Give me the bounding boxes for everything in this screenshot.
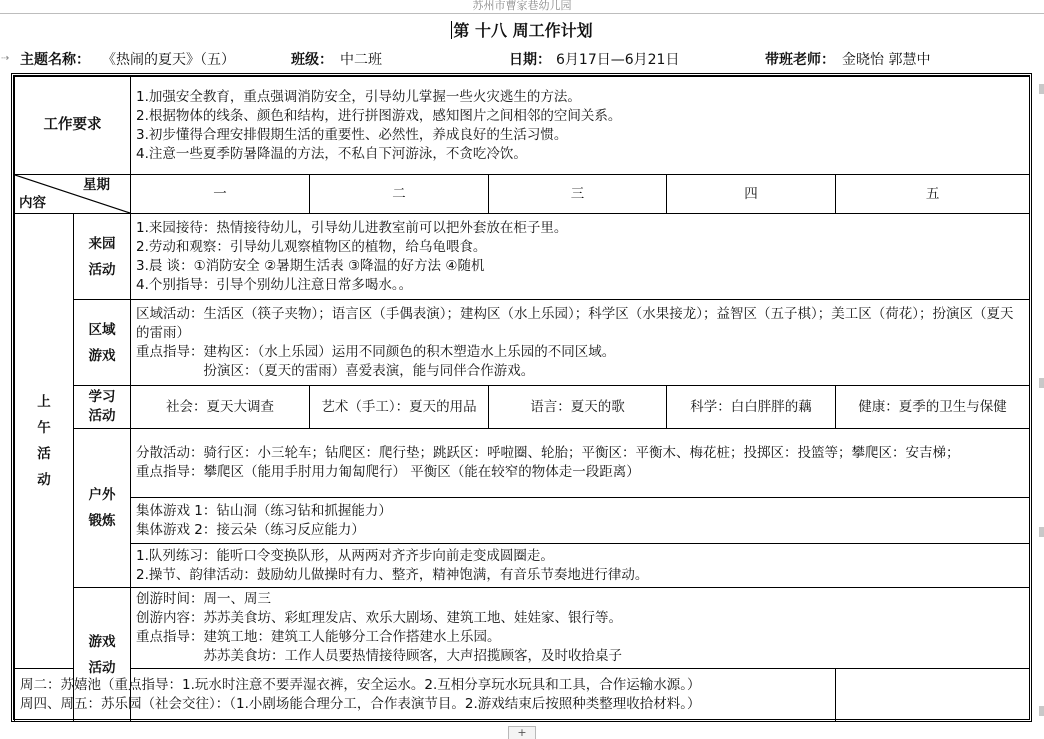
margin-marker bbox=[1039, 706, 1044, 716]
play-schedule-row bbox=[15, 669, 1030, 722]
period-char: 午 bbox=[37, 420, 51, 436]
area-game-label: 区域 游戏 bbox=[74, 300, 131, 386]
outdoor-line: 集体游戏 1：钻山洞（练习钻和抓握能力） bbox=[136, 502, 392, 519]
requirements-row bbox=[15, 77, 1030, 175]
play-line: 重点指导：建筑工地：建筑工人能够分工合作搭建水上乐园。 bbox=[136, 629, 501, 645]
date-value: 6月17日—6月21日 bbox=[556, 52, 680, 68]
morning-activities-label bbox=[15, 214, 74, 669]
outdoor-free-activities bbox=[131, 429, 1030, 498]
outdoor-label: 户外 锻炼 bbox=[74, 429, 131, 588]
margin-marker bbox=[1039, 378, 1044, 388]
period-char: 动 bbox=[37, 472, 51, 488]
requirement-line: 3.初步懂得合理安排假期生活的重要性、必然性，养成良好的生活习惯。 bbox=[136, 126, 568, 143]
learning-thursday: 科学：白白胖胖的藕 bbox=[667, 386, 836, 429]
outdoor-line: 分散活动：骑行区：小三轮车；钻爬区：爬行垫；跳跃区：呼啦圈、轮胎；平衡区：平衡木、梅花桩；投掷区：投篮等；攀爬区：安吉梯； bbox=[136, 445, 960, 461]
weekday-monday: 一 bbox=[131, 175, 310, 214]
outdoor-group-games bbox=[131, 498, 1030, 544]
arrival-line: 3.晨 谈：①消防安全 ②暑期生活表 ③降温的好方法 ④随机 bbox=[136, 257, 485, 274]
arrival-line: 2.劳动和观察：引导幼儿观察植物区的植物，给乌龟喂食。 bbox=[136, 238, 487, 255]
play-label: 游戏 活动 bbox=[74, 588, 131, 722]
weekly-plan-table bbox=[14, 76, 1030, 722]
outdoor-drills bbox=[131, 544, 1030, 588]
area-line: 扮演区：（夏天的雷雨）喜爱表演，能与同伴合作游戏。 bbox=[136, 362, 535, 379]
weekday-wednesday: 三 bbox=[489, 175, 667, 214]
area-line: 区域活动：生活区（筷子夹物）；语言区（手偶表演）；建构区（水上乐园）；科学区（水果接龙）；益智区（五子棋）；美工区（荷花）；扮演区（夏天的雷雨） bbox=[136, 305, 1014, 341]
period-char: 上 bbox=[37, 394, 51, 410]
page-title bbox=[0, 18, 1044, 44]
learning-tuesday: 艺术（手工）：夏天的用品 bbox=[310, 386, 489, 429]
requirements-label: 工作要求 bbox=[15, 77, 131, 175]
requirement-line: 1.加强安全教育，重点强调消防安全，引导幼儿掌握一些火灾逃生的方法。 bbox=[136, 88, 581, 105]
weekday-tuesday: 二 bbox=[310, 175, 489, 214]
play-row bbox=[15, 588, 1030, 669]
requirement-line: 4.注意一些夏季防暑降温的方法，不私自下河游泳，不贪吃冷饮。 bbox=[136, 145, 527, 162]
arrival-label: 来园 活动 bbox=[74, 214, 131, 300]
teacher-label: 带班老师： bbox=[765, 52, 835, 68]
theme-value: 《热闹的夏天》（五） bbox=[102, 52, 235, 68]
outdoor-line: 2.操节、韵律活动：鼓励幼儿做操时有力、整齐，精神饱满，有音乐节奏地进行律动。 bbox=[136, 566, 649, 583]
learning-wednesday: 语言：夏天的歌 bbox=[489, 386, 667, 429]
period-char: 活 bbox=[37, 446, 51, 462]
margin-marker bbox=[1039, 527, 1044, 537]
play-line: 周二：苏嬉池（重点指导：1.玩水时注意不要弄湿衣裤，安全运水。2.互相分享玩水玩具和工具，合作运输水源。） bbox=[20, 677, 701, 693]
learning-friday: 健康：夏季的卫生与保健 bbox=[836, 386, 1030, 429]
teacher-value: 金晓怡 郭慧中 bbox=[842, 52, 931, 68]
outdoor-drills-row bbox=[15, 544, 1030, 588]
play-line: 苏苏美食坊：工作人员要热情接待顾客，大声招揽顾客，及时收拾桌子 bbox=[136, 648, 622, 664]
outdoor-line: 重点指导：攀爬区（能用手肘用力匍匐爬行） 平衡区（能在较窄的物体走一段距离） bbox=[136, 464, 640, 480]
requirements-content bbox=[131, 77, 1030, 175]
learning-label: 学习 活动 bbox=[74, 386, 131, 429]
play-line: 周四、周五：苏乐园（社会交往）：（1.小剧场能合理分工，合作表演节目。2.游戏结束后按照种类整理收拾材料。） bbox=[20, 696, 701, 712]
document-header: 苏州市曹家巷幼儿园 bbox=[472, 0, 572, 12]
diagonal-header-cell bbox=[15, 175, 131, 214]
diagonal-header-content: 内容 bbox=[19, 195, 46, 211]
area-game-content bbox=[131, 300, 1030, 386]
play-line: 创游时间：周一、周三 bbox=[136, 591, 271, 607]
theme-label: 主题名称： bbox=[20, 52, 90, 68]
outdoor-line: 集体游戏 2：接云朵（练习反应能力） bbox=[136, 521, 365, 538]
class-value: 中二班 bbox=[340, 52, 382, 68]
info-row bbox=[0, 49, 1044, 71]
arrival-line: 4.个别指导：引导个别幼儿注意日常多喝水。。 bbox=[136, 276, 413, 293]
weekday-friday: 五 bbox=[836, 175, 1030, 214]
area-game-row bbox=[15, 300, 1030, 386]
outdoor-group-games-row bbox=[15, 498, 1030, 544]
learning-row bbox=[15, 386, 1030, 429]
class-label: 班级： bbox=[291, 52, 333, 68]
outdoor-line: 1.队列练习：能听口令变换队形，从两两对齐齐步向前走变成圆圈走。 bbox=[136, 547, 554, 564]
page-title-text: 第 十八 周工作计划 bbox=[453, 21, 593, 40]
arrival-line: 1.来园接待：热情接待幼儿，引导幼儿进教室前可以把外套放在柜子里。 bbox=[136, 219, 568, 236]
add-page-button[interactable]: + bbox=[508, 726, 536, 739]
area-line: 重点指导：建构区：（水上乐园）运用不同颜色的积木塑造水上乐园的不同区域。 bbox=[136, 343, 616, 360]
play-creative-games bbox=[131, 588, 1030, 669]
arrival-row bbox=[15, 214, 1030, 300]
arrival-content bbox=[131, 214, 1030, 300]
learning-monday: 社会：夏天大调查 bbox=[131, 386, 310, 429]
diagonal-header-weekday: 星期 bbox=[83, 177, 110, 193]
play-line: 创游内容：苏苏美食坊、彩虹理发店、欢乐大剧场、建筑工地、娃娃家、银行等。 bbox=[136, 610, 622, 626]
date-label: 日期： bbox=[509, 52, 551, 68]
weekday-thursday: 四 bbox=[667, 175, 836, 214]
header-divider bbox=[0, 13, 1044, 14]
paragraph-mark-icon: ⇢ bbox=[1, 53, 10, 64]
margin-marker bbox=[1039, 84, 1044, 94]
requirement-line: 2.根据物体的线条、颜色和结构，进行拼图游戏，感知图片之间相邻的空间关系。 bbox=[136, 107, 622, 124]
play-schedule bbox=[15, 669, 836, 722]
outdoor-row bbox=[15, 429, 1030, 498]
weekday-header-row bbox=[15, 175, 1030, 214]
